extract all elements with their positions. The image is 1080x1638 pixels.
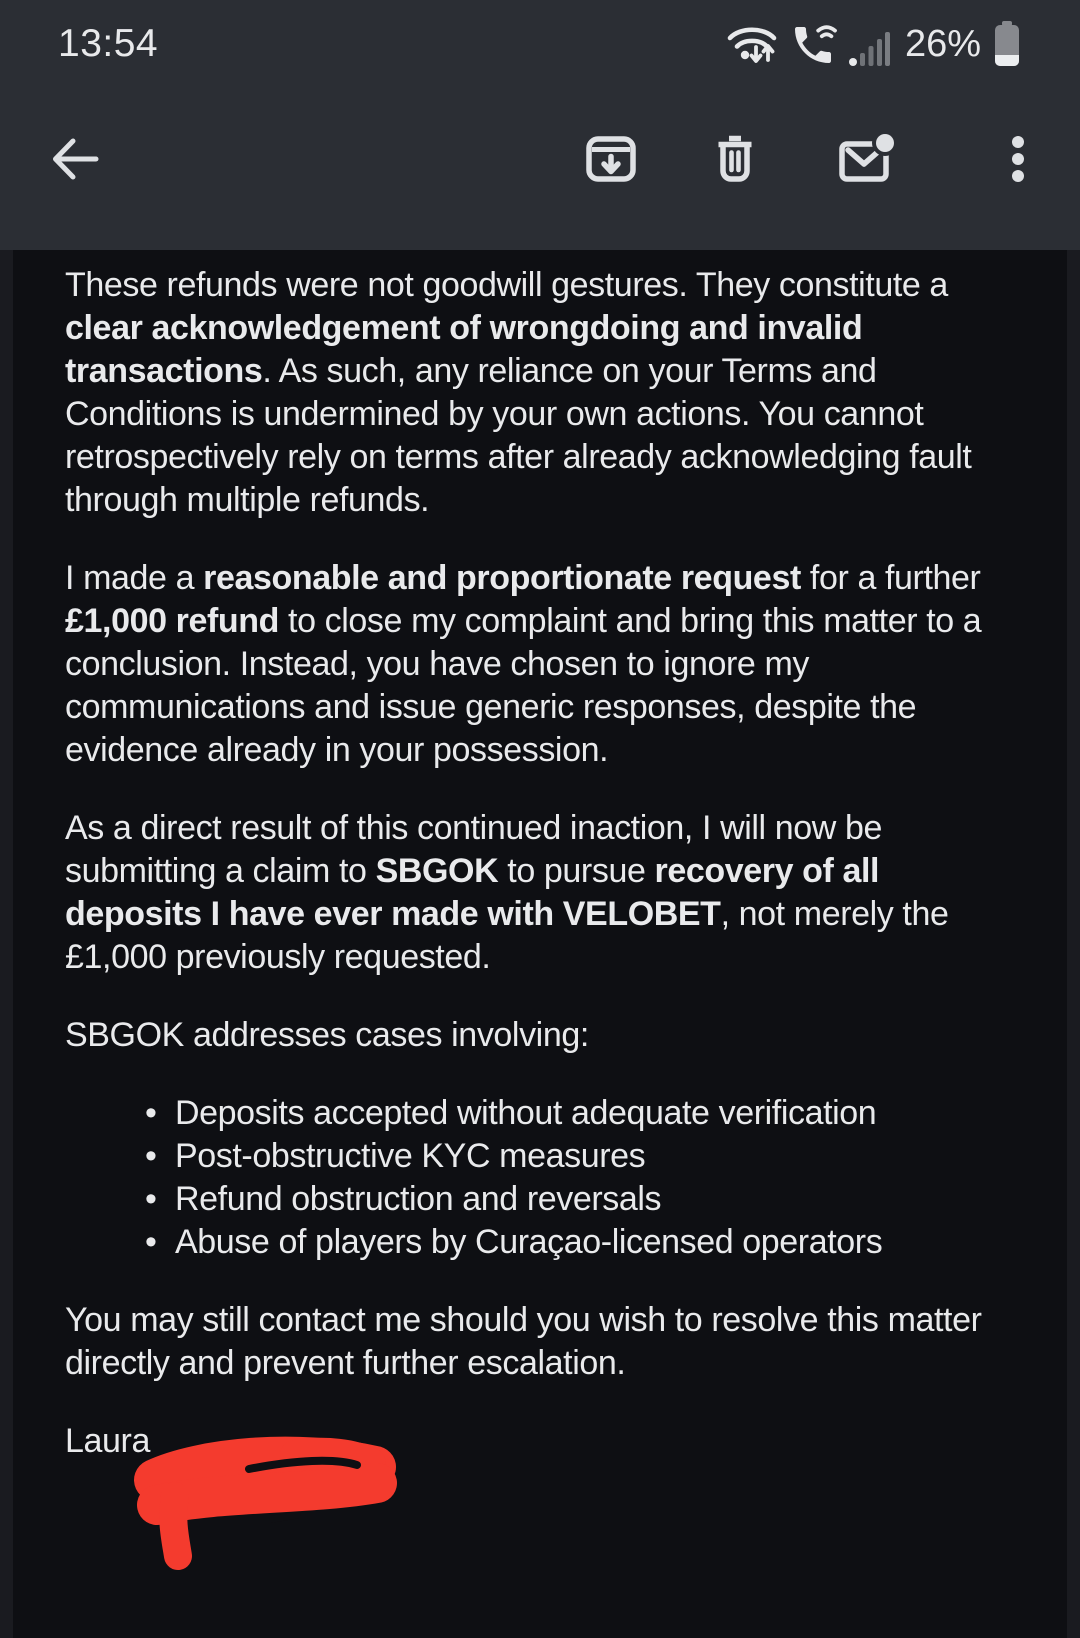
wifi-calling-icon bbox=[789, 21, 837, 67]
top-bar bbox=[0, 0, 1080, 250]
list-item: • Abuse of players by Curaçao-licensed operators bbox=[175, 1221, 1009, 1264]
paragraph: As a direct result of this continued inaction, I will now be submitting a claim to SBGOK to pursue recovery of all deposits I have ever made with VELOBET, not merely the £1,000 previously requested. bbox=[65, 809, 949, 976]
battery-percent: 26% bbox=[904, 22, 981, 65]
archive-icon bbox=[584, 132, 638, 186]
action-toolbar bbox=[0, 84, 1080, 234]
battery-icon bbox=[992, 20, 1022, 68]
mark-unread-button[interactable] bbox=[838, 131, 896, 187]
list-item: • Deposits accepted without adequate verification bbox=[175, 1092, 1009, 1135]
paragraph: SBGOK addresses cases involving: bbox=[65, 1016, 589, 1054]
mark-unread-envelope-icon bbox=[838, 131, 896, 187]
trash-icon bbox=[708, 132, 762, 186]
paragraph: I made a reasonable and proportionate request for a further £1,000 refund to close my complaint and bring this matter to a conclusion. Instead, you have chosen to ignore my communications and issue generic responses, despite the evidence already in your possession. bbox=[65, 559, 982, 769]
clock-time: 13:54 bbox=[58, 22, 159, 65]
bullet-list bbox=[65, 1092, 1009, 1264]
paragraph: These refunds were not goodwill gestures. They constitute a clear acknowledgement of wrongdoing and invalid transactions. As such, any reliance on your Terms and Conditions is undermined by your own actions. You cannot retrospectively rely on terms after already acknowledging fault through multiple refunds. bbox=[65, 266, 972, 519]
back-arrow-icon bbox=[46, 130, 104, 188]
archive-button[interactable] bbox=[584, 132, 638, 186]
list-item: • Refund obstruction and reversals bbox=[175, 1178, 1009, 1221]
redaction-scribble bbox=[145, 1432, 395, 1567]
status-bar bbox=[0, 0, 1080, 84]
wifi-data-icon bbox=[726, 20, 778, 68]
back-button[interactable] bbox=[46, 130, 104, 188]
delete-button[interactable] bbox=[708, 132, 762, 186]
signature-line bbox=[65, 1420, 1009, 1463]
email-body bbox=[13, 250, 1067, 1638]
three-dot-menu-icon bbox=[1009, 130, 1027, 188]
email-body-region bbox=[0, 250, 1080, 1638]
list-item: • Post-obstructive KYC measures bbox=[175, 1135, 1009, 1178]
overflow-menu-button[interactable] bbox=[1009, 130, 1027, 188]
email-body-blocks bbox=[65, 264, 1009, 1385]
signature-name: Laura bbox=[65, 1422, 150, 1460]
signal-strength-icon bbox=[848, 21, 890, 67]
paragraph: You may still contact me should you wish to resolve this matter directly and prevent further escalation. bbox=[65, 1301, 982, 1382]
